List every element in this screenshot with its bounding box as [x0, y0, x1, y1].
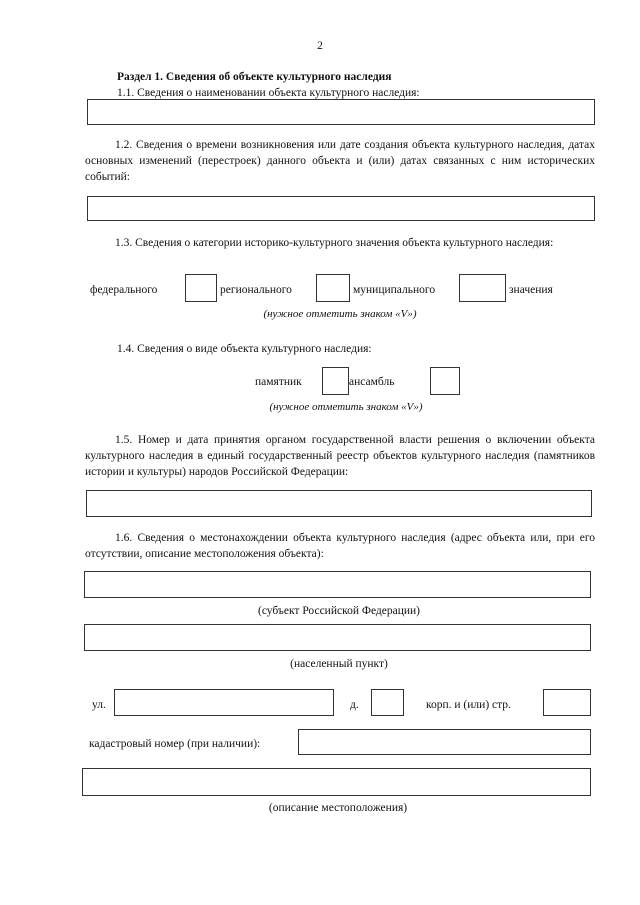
caption-locality: (населенный пункт) [290, 658, 388, 670]
s1-6-label: 1.6. Сведения о местонахождении объекта культурного наследия (адрес объекта или, при его отсутствии, описание местоположения объекта): [85, 532, 595, 560]
house-label: д. [350, 699, 359, 711]
section-title: Раздел 1. Сведения об объекте культурного наследия [117, 71, 392, 83]
registry-decision-field[interactable] [86, 490, 592, 517]
s1-2-label: 1.2. Сведения о времени возникновения или дате создания объекта культурного наследия, датах основных изменений (перестроек) данного объекта и (или) датах связанных с ним исторических событий: [85, 139, 595, 183]
category-federal-label: федерального [90, 284, 158, 296]
building-field[interactable] [543, 689, 591, 716]
mark-note-1: (нужное отметить знаком «V») [263, 308, 417, 320]
s1-3-label: 1.3. Сведения о категории историко-культурного значения объекта культурного наследия: [115, 237, 554, 249]
type-ensemble-label: ансамбль [349, 376, 395, 388]
subject-field[interactable] [84, 571, 591, 598]
cadastral-label: кадастровый номер (при наличии): [89, 738, 261, 750]
category-suffix-label: значения [509, 284, 553, 296]
caption-location: (описание местоположения) [268, 802, 408, 814]
street-field[interactable] [114, 689, 334, 716]
location-description-field[interactable] [82, 768, 591, 796]
s1-5-label: 1.5. Номер и дата принятия органом государственной власти решения о включении объекта культурного наследия в единый государственный реестр объектов культурного наследия (памятников истории и культуры) народов Российской Федерации: [85, 434, 595, 478]
type-ensemble-checkbox[interactable] [430, 367, 460, 395]
s1-1-label: 1.1. Сведения о наименовании объекта культурного наследия: [117, 87, 420, 99]
mark-note-2: (нужное отметить знаком «V») [269, 401, 423, 413]
category-regional-label: регионального [220, 284, 292, 296]
locality-field[interactable] [84, 624, 591, 651]
street-label: ул. [92, 699, 106, 711]
category-municipal-checkbox[interactable] [459, 274, 506, 302]
building-label: корп. и (или) стр. [426, 699, 511, 711]
category-municipal-label: муниципального [353, 284, 436, 296]
type-monument-checkbox[interactable] [322, 367, 349, 395]
caption-subject: (субъект Российской Федерации) [257, 605, 421, 617]
type-monument-label: памятник [255, 376, 302, 388]
house-field[interactable] [371, 689, 404, 716]
page-number: 2 [317, 40, 323, 52]
object-name-field[interactable] [87, 99, 595, 125]
category-federal-checkbox[interactable] [185, 274, 217, 302]
cadastral-field[interactable] [298, 729, 591, 755]
s1-4-label: 1.4. Сведения о виде объекта культурного наследия: [117, 343, 372, 355]
category-regional-checkbox[interactable] [316, 274, 350, 302]
creation-date-field[interactable] [87, 196, 595, 221]
